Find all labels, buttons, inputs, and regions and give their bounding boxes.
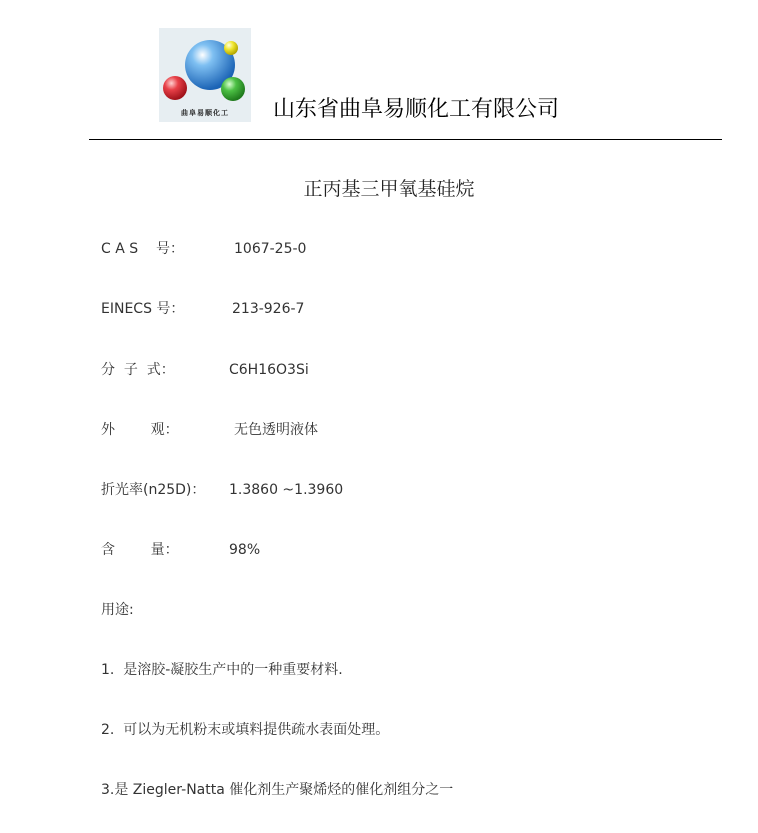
logo-text: 曲阜易顺化工 <box>181 108 229 117</box>
einecs-label: EINECS 号： <box>101 301 185 317</box>
cas-label: C A S 号： <box>101 241 184 257</box>
refractive-index-label: 折光率(n25D)： <box>101 482 206 498</box>
formula-value: C6H16O3Si <box>229 362 309 378</box>
content-value: 98% <box>229 542 261 558</box>
content-label: 含 量： <box>101 542 179 558</box>
einecs-value: 213-926-7 <box>232 301 305 317</box>
molecule-logo-icon <box>159 28 251 108</box>
appearance-value: 无色透明液体 <box>234 422 318 438</box>
header-divider <box>89 139 722 140</box>
usage-heading: 用途: <box>101 602 134 618</box>
company-name: 山东省曲阜易顺化工有限公司 <box>273 97 560 122</box>
usage-item: 3.是 Ziegler-Natta 催化剂生产聚烯烃的催化剂组分之一 <box>101 782 454 798</box>
formula-label: 分 子 式： <box>101 362 175 378</box>
appearance-label: 外 观： <box>101 422 179 438</box>
company-logo <box>159 28 251 122</box>
usage-item: 2. 可以为无机粉末或填料提供疏水表面处理。 <box>101 722 390 738</box>
cas-value: 1067-25-0 <box>234 241 307 257</box>
refractive-index-value: 1.3860 ~1.3960 <box>229 482 344 498</box>
usage-item: 1. 是溶胶-凝胶生产中的一种重要材料. <box>101 662 343 678</box>
document-title: 正丙基三甲氧基硅烷 <box>303 178 475 200</box>
